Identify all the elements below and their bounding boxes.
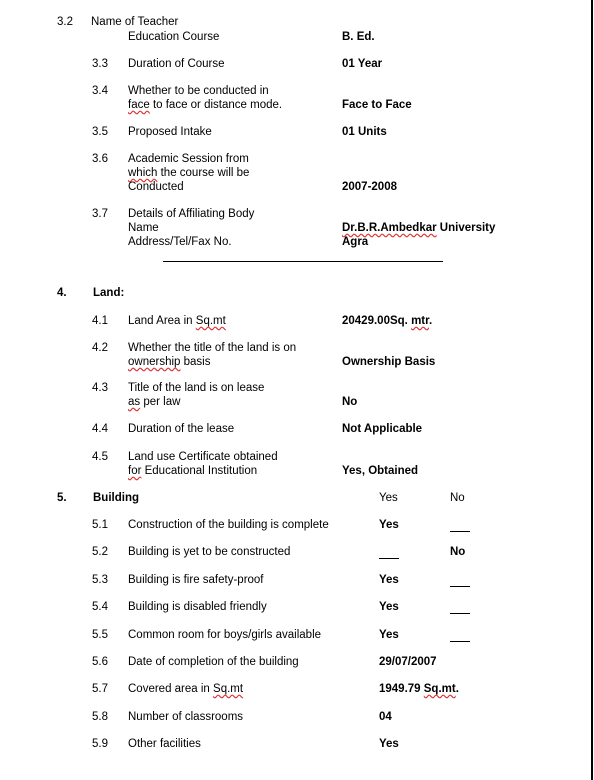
blank-line bbox=[450, 641, 470, 642]
item-number: 5.7 bbox=[92, 683, 108, 695]
item-number: 3.6 bbox=[92, 153, 108, 165]
item-number: 4.1 bbox=[92, 315, 108, 327]
item-number: 4.4 bbox=[92, 423, 108, 435]
item-value-text: 1949.79 bbox=[379, 683, 424, 695]
item-number: 5.4 bbox=[92, 601, 108, 613]
spellcheck-word: face bbox=[128, 99, 150, 111]
yes-value: Yes bbox=[379, 629, 399, 641]
item-label: Whether the title of the land is on bbox=[128, 342, 297, 354]
item-label: Date of completion of the building bbox=[128, 656, 299, 668]
item-label: Name of Teacher bbox=[91, 16, 179, 28]
item-label-text: basis bbox=[180, 356, 211, 368]
item-value-text: 20429.00Sq. bbox=[342, 315, 412, 327]
item-value bbox=[342, 221, 495, 235]
item-label bbox=[128, 355, 210, 369]
spellcheck-word: Dr.B.R.Ambedkar bbox=[342, 222, 437, 234]
item-label-text: Land Area in bbox=[128, 315, 196, 327]
item-value: 2007-2008 bbox=[342, 181, 397, 193]
item-label: Duration of the lease bbox=[128, 423, 235, 435]
item-number: 5.5 bbox=[92, 629, 108, 641]
item-label-text: to face or distance mode. bbox=[149, 99, 283, 111]
item-label: Education Course bbox=[128, 31, 220, 43]
item-number: 4.3 bbox=[92, 382, 108, 394]
no-value: No bbox=[450, 546, 466, 558]
spellcheck-word: for bbox=[128, 465, 142, 477]
item-label-text: Covered area in bbox=[128, 683, 214, 695]
item-label: Proposed Intake bbox=[128, 126, 212, 138]
item-label bbox=[128, 682, 243, 696]
item-label: Duration of Course bbox=[128, 58, 225, 70]
blank-line bbox=[379, 558, 399, 559]
blank-line bbox=[450, 613, 470, 614]
item-label bbox=[128, 98, 282, 112]
item-label bbox=[128, 395, 180, 409]
item-value: 04 bbox=[379, 711, 392, 723]
item-label-text: per law bbox=[140, 396, 181, 408]
yes-value: Yes bbox=[379, 519, 399, 531]
yes-value: Yes bbox=[379, 601, 399, 613]
item-number: 5.9 bbox=[92, 738, 108, 750]
item-value: 01 Units bbox=[342, 126, 387, 138]
item-number: 3.5 bbox=[92, 126, 108, 138]
yes-value: Yes bbox=[379, 574, 399, 586]
item-number: 3.2 bbox=[57, 16, 73, 28]
item-number: 5.1 bbox=[92, 519, 108, 531]
item-value: Ownership Basis bbox=[342, 356, 436, 368]
item-label: Academic Session from bbox=[128, 153, 249, 165]
item-label: Name bbox=[128, 222, 159, 234]
item-label-text: Educational Institution bbox=[141, 465, 258, 477]
item-value-text: . bbox=[428, 315, 433, 327]
item-value: 29/07/2007 bbox=[379, 656, 437, 668]
item-label: Common room for boys/girls available bbox=[128, 629, 322, 641]
blank-line bbox=[450, 586, 470, 587]
item-label bbox=[128, 314, 226, 328]
blank-line bbox=[450, 531, 470, 532]
item-number: 5.3 bbox=[92, 574, 108, 586]
item-label: Land use Certificate obtained bbox=[128, 451, 278, 463]
spellcheck-word: Sq.mt bbox=[213, 683, 244, 695]
section-number: 5. bbox=[57, 492, 67, 504]
item-number: 3.4 bbox=[92, 85, 108, 97]
item-value: Yes, Obtained bbox=[342, 465, 419, 477]
item-value bbox=[342, 314, 432, 328]
item-label: Other facilities bbox=[128, 738, 201, 750]
item-number: 4.2 bbox=[92, 342, 108, 354]
item-label: Whether to be conducted in bbox=[128, 85, 269, 97]
item-label bbox=[128, 464, 257, 478]
item-value: No bbox=[342, 396, 358, 408]
column-header-yes: Yes bbox=[379, 492, 398, 504]
item-value: B. Ed. bbox=[342, 31, 375, 43]
item-value: Not Applicable bbox=[342, 423, 423, 435]
spellcheck-word: Sq.mt bbox=[423, 683, 456, 695]
item-number: 3.7 bbox=[92, 208, 108, 220]
item-label: Building is yet to be constructed bbox=[128, 546, 291, 558]
item-value-text: University bbox=[436, 222, 496, 234]
spellcheck-word: which bbox=[128, 167, 158, 179]
item-number: 5.6 bbox=[92, 656, 108, 668]
item-label: Title of the land is on lease bbox=[128, 382, 265, 394]
spellcheck-word: Sq.mt bbox=[195, 315, 226, 327]
item-label: Number of classrooms bbox=[128, 711, 244, 723]
item-value bbox=[379, 682, 459, 696]
item-value: 01 Year bbox=[342, 58, 383, 70]
item-number: 5.8 bbox=[92, 711, 108, 723]
item-number: 3.3 bbox=[92, 58, 108, 70]
item-label: Construction of the building is complete bbox=[128, 519, 329, 531]
item-number: 4.5 bbox=[92, 451, 108, 463]
spellcheck-word: ownership bbox=[128, 356, 181, 368]
item-value-text: . bbox=[455, 683, 459, 695]
item-label: Address/Tel/Fax No. bbox=[128, 236, 232, 248]
item-label: Building is fire safety-proof bbox=[128, 574, 264, 586]
item-label-text: the course will be bbox=[157, 167, 250, 179]
item-label: Conducted bbox=[128, 181, 184, 193]
item-label: Details of Affiliating Body bbox=[128, 208, 255, 220]
spellcheck-word: as bbox=[128, 396, 141, 408]
item-number: 5.2 bbox=[92, 546, 108, 558]
section-title: Land: bbox=[93, 287, 125, 299]
item-value: Yes bbox=[379, 738, 399, 750]
item-value: Agra bbox=[342, 236, 369, 248]
section-divider bbox=[163, 261, 443, 262]
item-label bbox=[128, 166, 249, 180]
spellcheck-word: mtr bbox=[411, 315, 429, 327]
item-label: Building is disabled friendly bbox=[128, 601, 267, 613]
section-number: 4. bbox=[57, 287, 67, 299]
column-header-no: No bbox=[450, 492, 465, 504]
page-right-border bbox=[591, 0, 593, 780]
item-value: Face to Face bbox=[342, 99, 412, 111]
section-title: Building bbox=[93, 492, 139, 504]
